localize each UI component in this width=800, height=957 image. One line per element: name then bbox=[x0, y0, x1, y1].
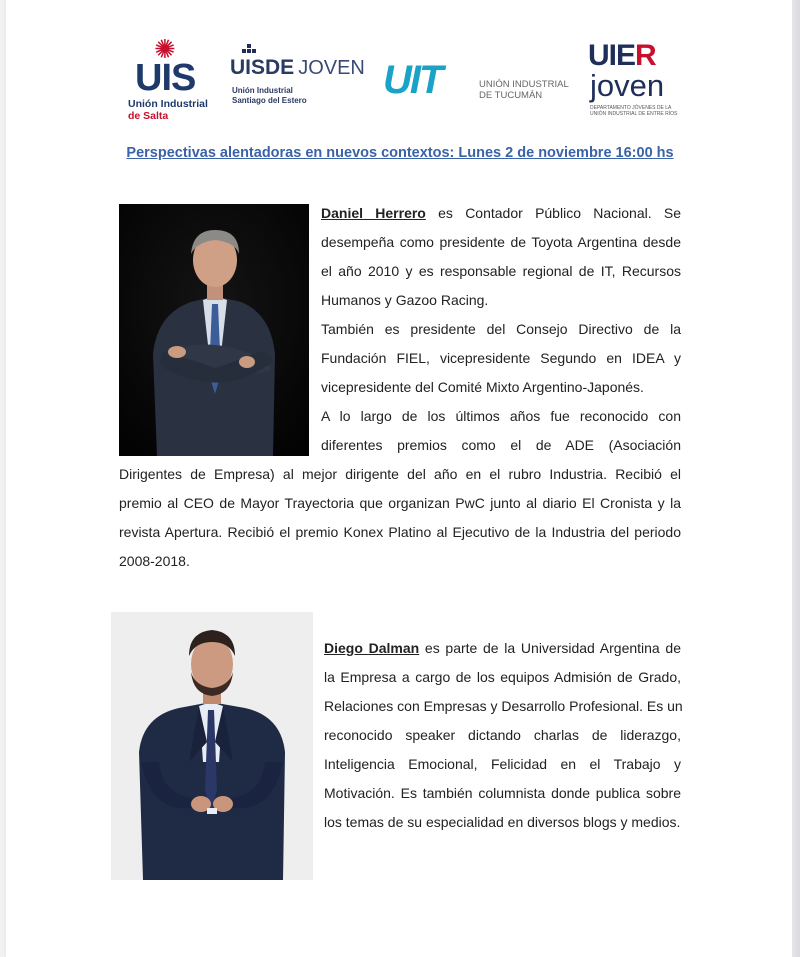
speaker1-photo bbox=[119, 204, 309, 456]
speaker1-bio-line: el año 2010 y es responsable regional de IT, Recursos bbox=[321, 263, 681, 279]
page-edge bbox=[792, 0, 800, 957]
uisde-text-line1: Unión Industrial bbox=[232, 86, 293, 95]
speaker1-bio-line: A lo largo de los últimos años fue reconocido con bbox=[321, 408, 681, 424]
speaker1-bio-line: vicepresidente del Comité Mixto Argentino-Japonés. bbox=[321, 379, 644, 395]
speaker2-bio-line: Motivación. Es también columnista donde publica sobre bbox=[324, 785, 681, 801]
uisde-joven-logo bbox=[230, 44, 370, 110]
uis-text-line1: Unión Industrial bbox=[128, 98, 208, 110]
speaker2-bio-line: reconocido speaker dictando charlas de liderazgo, bbox=[324, 727, 681, 743]
uisde-joven: JOVEN bbox=[298, 57, 365, 79]
uisde-mark: UISDE bbox=[230, 56, 295, 79]
uit-logo bbox=[383, 58, 573, 108]
speaker1-bio-line: desempeña como presidente de Toyota Argentina desde bbox=[321, 234, 681, 250]
uisde-dots-icon bbox=[242, 44, 256, 56]
speaker1-bio-line: 2008-2018. bbox=[119, 553, 190, 569]
uier-joven-logo bbox=[588, 40, 678, 120]
page-title: Perspectivas alentadoras en nuevos contextos: Lunes 2 de noviembre 16:00 hs bbox=[126, 145, 674, 161]
uit-mark: UIT bbox=[383, 58, 442, 102]
uier-text-line2: UNIÓN INDUSTRIAL DE ENTRE RÍOS bbox=[590, 111, 678, 117]
speaker1-name: Daniel Herrero bbox=[321, 205, 426, 221]
speaker1-bio-line: Humanos y Gazoo Racing. bbox=[321, 292, 489, 308]
speaker1-bio-full bbox=[119, 460, 681, 576]
speaker2-bio-line: la Empresa a cargo de los equipos Admisión de Grado, bbox=[324, 669, 681, 685]
speaker2-bio-line: Relaciones con Empresas y Desarrollo Profesional. Es un bbox=[324, 698, 683, 714]
speaker1-portrait-image bbox=[119, 204, 309, 456]
speaker1-bio-line: También es presidente del Consejo Directivo de la bbox=[321, 321, 681, 337]
speaker2-bio-line: los temas de su especialidad en diversos blogs y medios. bbox=[324, 814, 681, 830]
uier-mark-b: R bbox=[635, 39, 656, 72]
speaker1-bio-side bbox=[321, 199, 681, 460]
uis-logo bbox=[122, 36, 218, 122]
uit-text-line1: UNIÓN INDUSTRIAL bbox=[479, 79, 569, 90]
uis-star-icon: ✺ bbox=[154, 34, 176, 64]
speaker2-bio-line: Diego Dalman es parte de la Universidad Argentina de bbox=[324, 640, 682, 656]
uis-text-line2: de Salta bbox=[128, 110, 169, 122]
uit-text-line2: DE TUCUMÁN bbox=[479, 90, 543, 101]
uier-text-line1: DEPARTAMENTO JÓVENES DE LA bbox=[590, 105, 672, 111]
speaker1-bio-line: Daniel Herrero es Contador Público Nacional. Se bbox=[321, 205, 682, 221]
speaker1-bio-line: revista Apertura. Recibió el premio Konex Platino al Ejecutivo de la Industria del periodo bbox=[119, 524, 681, 540]
speaker2-photo bbox=[111, 612, 313, 880]
uier-mark-a: UIE bbox=[588, 39, 636, 72]
uier-joven: joven bbox=[590, 68, 665, 103]
speaker2-portrait-image bbox=[111, 612, 313, 880]
speaker1-bio-line: premio al CEO de Mayor Trayectoria que organizan PwC junto al diario El Cronista y la bbox=[119, 495, 681, 511]
uis-mark: UIS bbox=[135, 57, 196, 99]
speaker2-name: Diego Dalman bbox=[324, 640, 420, 656]
speaker1-bio-line: diferentes premios como el de ADE (Asociación bbox=[321, 437, 681, 453]
uisde-text-line2: Santiago del Estero bbox=[232, 96, 307, 105]
speaker2-bio bbox=[324, 634, 681, 837]
speaker2-bio-line: Inteligencia Emocional, Felicidad en el Trabajo y bbox=[324, 756, 681, 772]
speaker1-bio-line: Dirigentes de Empresa) al mejor dirigente del año en el rubro Industria. Recibió el bbox=[119, 466, 681, 482]
speaker1-bio-line: Fundación FIEL, vicepresidente Segundo en IDEA y bbox=[321, 350, 681, 366]
